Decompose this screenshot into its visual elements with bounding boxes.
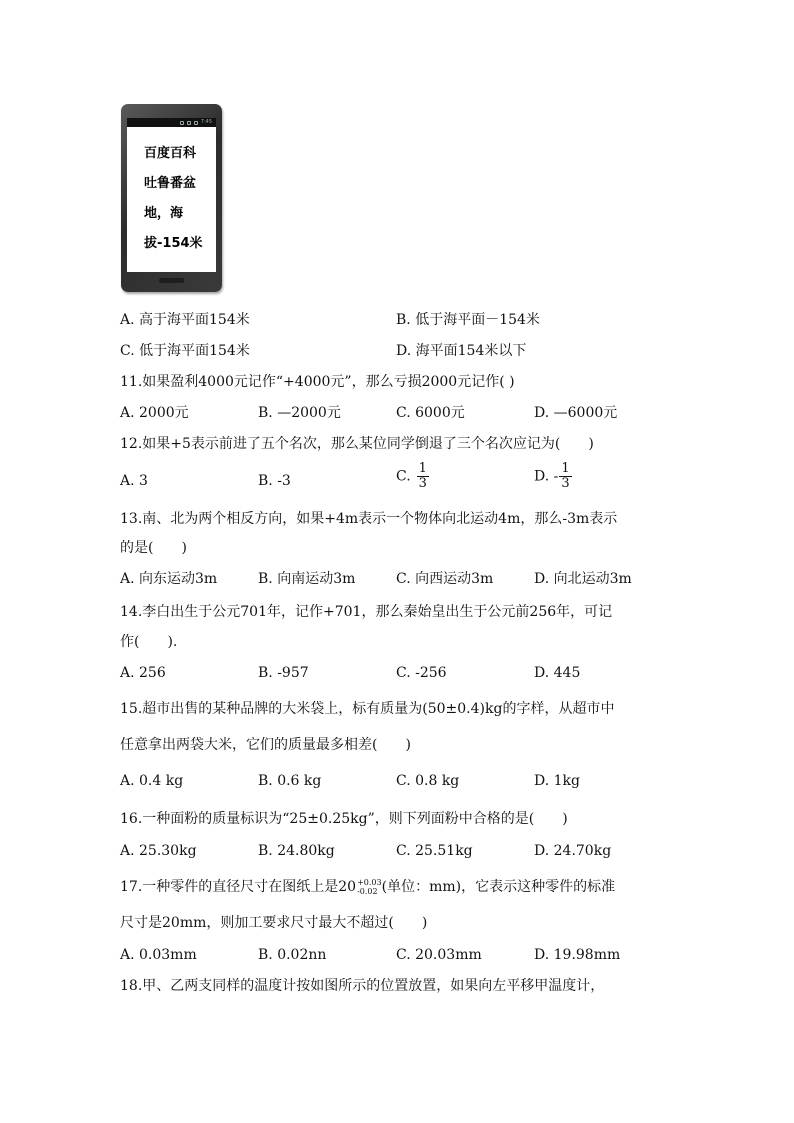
q14-stem-line1: 14.李白出生于公元701年，记作+701，那么秦始皇出生于公元前256年，可记 — [120, 604, 613, 620]
phone-status-bar — [127, 118, 216, 127]
phone-screen-line: 吐鲁番盆 — [144, 176, 197, 191]
q12-option-c — [396, 462, 429, 491]
phone-screen-line: 百度百科 — [144, 146, 197, 161]
q17-option-d: D. 19.98mm — [534, 947, 621, 963]
q15-option-b: B. 0.6 kg — [258, 773, 322, 789]
q17-option-c: C. 20.03mm — [396, 947, 482, 963]
signal-icon — [180, 121, 184, 125]
q14-option-a: A. 256 — [120, 665, 166, 681]
q11-option-d: D. —6000元 — [534, 405, 618, 421]
q15-option-c: C. 0.8 kg — [396, 773, 460, 789]
q10-option-b: B. 低于海平面－154米 — [396, 312, 540, 328]
q12-option-d-label: D. — [534, 468, 550, 485]
q17-stem-after: (单位：mm)，它表示这种零件的标准 — [381, 879, 616, 895]
q13-option-c: C. 向西运动3m — [396, 571, 494, 587]
q13-option-b: B. 向南运动3m — [258, 571, 356, 587]
q17-stem-before: 17.一种零件的直径尺寸在图纸上是20 — [120, 879, 357, 895]
tolerance-stack — [357, 878, 382, 896]
q13-stem-line1: 13.南、北为两个相反方向，如果+4m表示一个物体向北运动4m，那么-3m表示 — [120, 511, 618, 527]
battery-icon — [194, 121, 198, 125]
q14-option-d: D. 445 — [534, 665, 581, 681]
q16-option-d: D. 24.70kg — [534, 843, 612, 859]
q11-option-b: B. —2000元 — [258, 405, 341, 421]
q12-option-d — [534, 462, 572, 491]
q15-stem-line1: 15.超市出售的某种品牌的大米袋上，标有质量为(50±0.4)kg的字样，从超市中 — [120, 701, 615, 717]
fraction-numerator: 1 — [561, 461, 570, 476]
q13-stem-line2: 的是( ) — [120, 540, 187, 556]
q10-option-d: D. 海平面154米以下 — [396, 343, 527, 359]
q11-option-c: C. 6000元 — [396, 405, 465, 421]
q17-stem-line1 — [120, 878, 615, 896]
q17-option-a: A. 0.03mm — [120, 947, 197, 963]
phone-screen — [127, 127, 216, 272]
q14-stem-line2: 作( ). — [120, 634, 178, 650]
q12-stem: 12.如果+5表示前进了五个名次，那么某位同学倒退了三个名次应记为( ) — [120, 436, 594, 452]
q16-option-c: C. 25.51kg — [396, 843, 473, 859]
status-time: 7:45 — [200, 119, 212, 125]
phone-home-button — [159, 278, 184, 283]
phone-screen-line: 拔-154米 — [144, 236, 203, 251]
minus-sign: - — [553, 468, 559, 485]
q10-option-c: C. 低于海平面154米 — [120, 343, 250, 359]
q12-option-b: B. -3 — [258, 473, 291, 489]
q11-stem: 11.如果盈利4000元记作“+4000元”，那么亏损2000元记作( ) — [120, 374, 515, 390]
phone-illustration — [121, 104, 222, 292]
q13-option-a: A. 向东运动3m — [120, 571, 218, 587]
q13-option-d: D. 向北运动3m — [534, 571, 632, 587]
tolerance-lower: -0.02 — [357, 887, 378, 896]
q14-option-c: C. -256 — [396, 665, 447, 681]
q16-option-b: B. 24.80kg — [258, 843, 335, 859]
q16-stem: 16.一种面粉的质量标识为“25±0.25kg”，则下列面粉中合格的是( ) — [120, 811, 568, 827]
fraction-numerator: 1 — [418, 461, 427, 476]
fraction-denominator: 3 — [561, 476, 570, 491]
q15-option-a: A. 0.4 kg — [120, 773, 184, 789]
q11-option-a: A. 2000元 — [120, 405, 189, 421]
q12-option-c-label: C. — [396, 468, 411, 485]
q15-option-d: D. 1kg — [534, 773, 580, 789]
tolerance-upper: +0.03 — [357, 878, 382, 887]
q14-option-b: B. -957 — [258, 665, 309, 681]
q18-stem: 18.甲、乙两支同样的温度计按如图所示的位置放置，如果向左平移甲温度计， — [120, 978, 605, 994]
fraction-denominator: 3 — [418, 476, 427, 491]
q10-option-a: A. 高于海平面154米 — [120, 312, 250, 328]
fraction — [417, 462, 429, 491]
phone-screen-line: 地，海 — [144, 206, 184, 221]
q17-option-b: B. 0.02nn — [258, 947, 327, 963]
q17-stem-line2: 尺寸是20mm，则加工要求尺寸最大不超过( ) — [120, 915, 428, 931]
q15-stem-line2: 任意拿出两袋大米，它们的质量最多相差( ) — [120, 737, 411, 753]
wifi-icon — [187, 121, 191, 125]
q16-option-a: A. 25.30kg — [120, 843, 197, 859]
q12-option-a: A. 3 — [120, 473, 148, 489]
fraction — [559, 462, 571, 491]
